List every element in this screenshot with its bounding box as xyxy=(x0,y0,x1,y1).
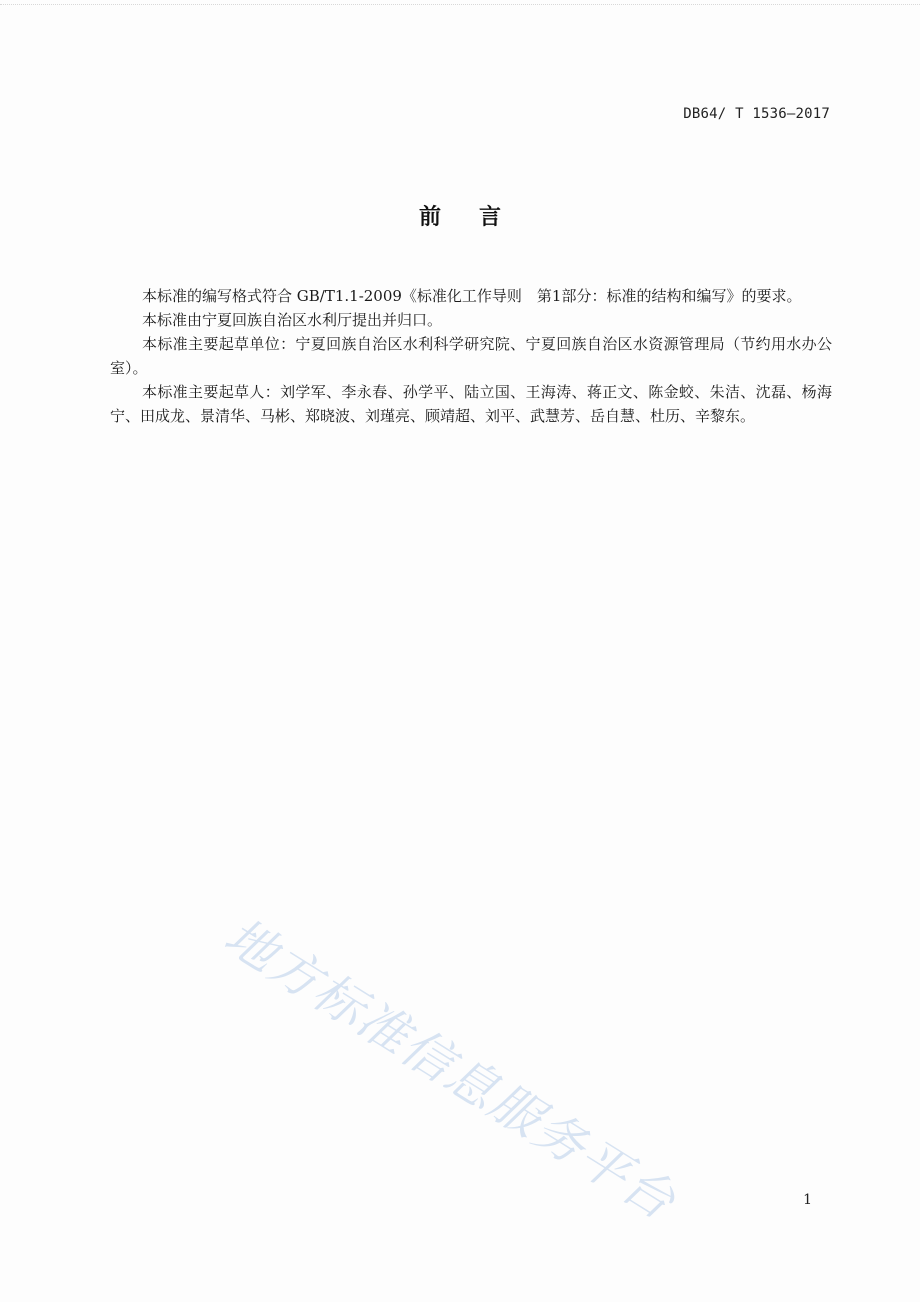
page-number: 1 xyxy=(803,1192,812,1208)
top-border-line xyxy=(0,4,920,5)
paragraph-drafters: 本标准主要起草人：刘学军、李永春、孙学平、陆立国、王海涛、蒋正文、陈金蛟、朱洁、沈磊、杨海宁、田成龙、景清华、马彬、郑晓波、刘瑾亮、顾靖超、刘平、武慧芳、岳自慧、杜历、辛黎东。 xyxy=(110,383,832,425)
paragraph-proposer: 本标准由宁夏回族自治区水利厅提出并归口。 xyxy=(142,311,443,329)
page-title: 前言 xyxy=(418,204,539,230)
paragraph-format: 本标准的编写格式符合 GB/T1.1-2009《标准化工作导则 第1部分：标准的结构和编写》的要求。 xyxy=(142,287,802,305)
paragraph-drafting-units: 本标准主要起草单位：宁夏回族自治区水利科学研究院、宁夏回族自治区水资源管理局（节约用水办公室）。 xyxy=(110,335,832,377)
watermark-text: 地方标准信息服务平台 xyxy=(214,906,687,1232)
standard-code: DB64/ T 1536—2017 xyxy=(683,106,830,122)
preface-body xyxy=(110,284,832,428)
